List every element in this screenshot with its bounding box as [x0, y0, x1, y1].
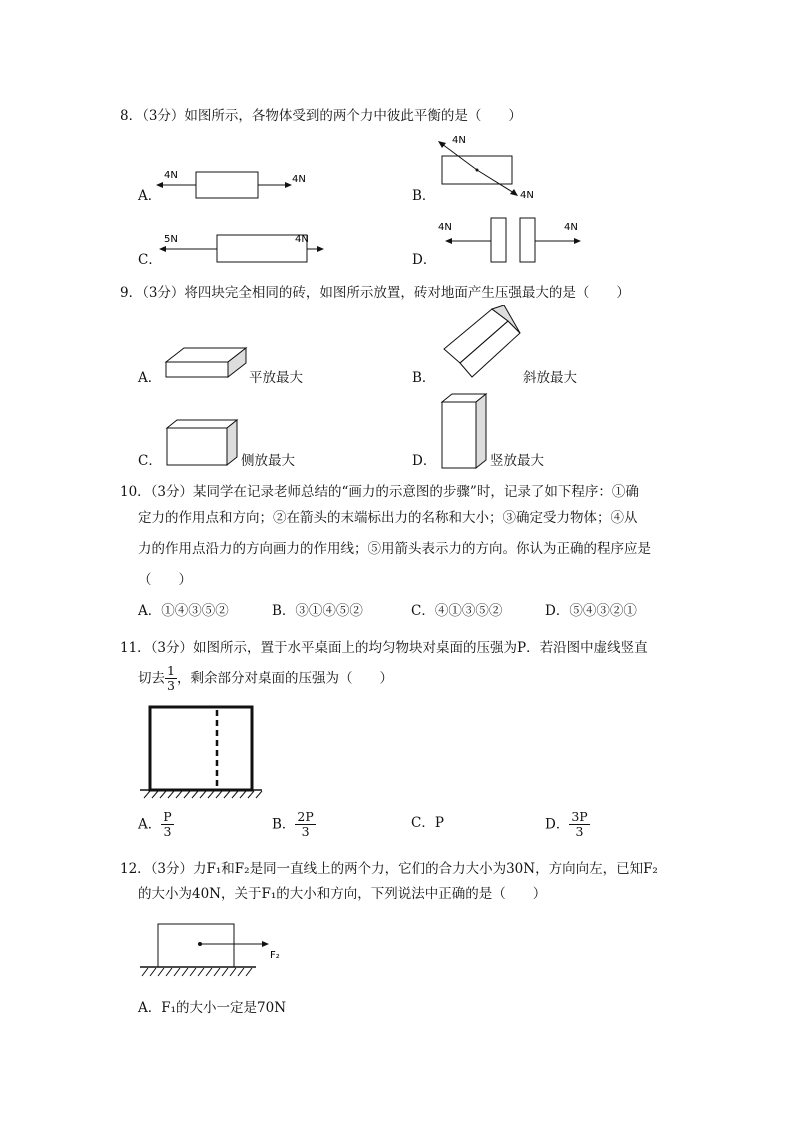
q8-stem: 8．（3分）如图所示，各物体受到的两个力中彼此平衡的是（ ） — [120, 108, 522, 124]
q12-block-figure — [138, 918, 298, 980]
q11-block-figure — [140, 702, 268, 800]
q8-c-right-force: 4N — [295, 234, 309, 245]
q9-brick-upright — [440, 392, 490, 472]
q12-line-1: 12．（3分）力F₁和F₂是同一直线上的两个力，它们的合力大小为30N，方向向左，已知F₂ — [120, 861, 658, 877]
q12-option-a[interactable]: A．F₁的大小一定是70N — [138, 1000, 287, 1016]
q8-option-b-label[interactable]: B． — [412, 188, 436, 204]
q9-caption-a: 平放最大 — [249, 370, 303, 386]
q9-brick-side — [165, 418, 245, 468]
q9-caption-b: 斜放最大 — [523, 370, 577, 386]
q11-option-d-label: D． — [545, 816, 570, 833]
q11-line-2-pre: 切去 — [138, 670, 165, 687]
q11-line-2-post: ，剩余部分对桌面的压强为（ ） — [176, 670, 393, 687]
q10-line-4: （ ） — [138, 572, 192, 588]
q9-option-d-label[interactable]: D． — [412, 453, 437, 469]
q10-option-d[interactable]: D．⑤④③②① — [545, 603, 637, 619]
q8-b-top-force: 4N — [452, 135, 466, 146]
q12-force-label: F₂ — [270, 950, 280, 961]
q10-line-1: 10．（3分）某同学在记录老师总结的“画力的示意图的步骤”时，记录了如下程序：①确 — [120, 484, 639, 500]
q8-a-left-force: 4N — [164, 170, 178, 181]
q8-d-right-force: 4N — [564, 222, 578, 233]
q11-line-2 — [138, 664, 393, 694]
q11-option-b-label: B． — [272, 816, 296, 833]
q9-option-b-label[interactable]: B． — [412, 370, 436, 386]
q11-option-c[interactable]: C．P — [411, 815, 444, 831]
q8-option-c-label[interactable]: C． — [138, 252, 162, 268]
q8-figure-d — [436, 214, 586, 269]
q11-fraction — [165, 664, 177, 694]
q11-option-a-num: P — [163, 809, 172, 824]
q11-option-b-num: 2P — [297, 809, 314, 824]
q9-brick-flat — [160, 340, 260, 385]
q8-option-d-label[interactable]: D． — [412, 252, 437, 268]
q11-option-a-label: A． — [138, 816, 162, 833]
q12-line-2: 的大小为40N，关于F₁的大小和方向，下列说法中正确的是（ ） — [138, 886, 547, 902]
q11-option-a-fraction — [161, 810, 173, 840]
q8-a-right-force: 4N — [292, 174, 306, 185]
q10-option-a[interactable]: A．①④③⑤② — [138, 603, 229, 619]
q9-option-c-label[interactable]: C． — [138, 453, 162, 469]
q8-figure-c — [150, 225, 330, 270]
q8-option-a-label[interactable]: A． — [138, 188, 162, 204]
q9-stem: 9．（3分）将四块完全相同的砖，如图所示放置，砖对地面产生压强最大的是（ ） — [120, 285, 630, 301]
q11-option-d[interactable] — [545, 810, 590, 840]
q9-caption-c: 侧放最大 — [241, 453, 295, 469]
q8-c-left-force: 5N — [164, 234, 178, 245]
q11-option-d-num: 3P — [571, 809, 588, 824]
q11-fraction-den: 3 — [167, 678, 175, 694]
q8-figure-b — [430, 130, 550, 205]
q11-option-d-den: 3 — [575, 824, 584, 840]
q10-option-b[interactable]: B．③①④⑤② — [272, 603, 363, 619]
q9-option-a-label[interactable]: A． — [138, 370, 162, 386]
q9-caption-d: 竖放最大 — [490, 453, 544, 469]
q8-b-bottom-force: 4N — [520, 190, 534, 201]
q8-d-left-force: 4N — [438, 222, 452, 233]
q11-option-a-den: 3 — [163, 824, 172, 840]
q11-option-b-fraction — [295, 810, 315, 840]
q11-fraction-num: 1 — [167, 663, 175, 678]
q11-option-b[interactable] — [272, 810, 316, 840]
q10-line-2: 定力的作用点和方向；②在箭头的末端标出力的名称和大小；③确定受力物体；④从 — [138, 510, 638, 526]
q10-option-c[interactable]: C．④①③⑤② — [411, 603, 503, 619]
q11-option-b-den: 3 — [301, 824, 310, 840]
q8-figure-a — [150, 160, 320, 210]
q9-brick-tilted — [440, 305, 530, 385]
q10-line-3: 力的作用点沿力的方向画力的作用线；⑤用箭头表示力的方向。你认为正确的程序应是 — [138, 541, 651, 557]
q11-option-a[interactable] — [138, 810, 174, 840]
q11-line-1: 11．（3分）如图所示，置于水平桌面上的均匀物块对桌面的压强为P．若沿图中虚线竖直 — [120, 640, 648, 656]
q11-option-d-fraction — [569, 810, 589, 840]
